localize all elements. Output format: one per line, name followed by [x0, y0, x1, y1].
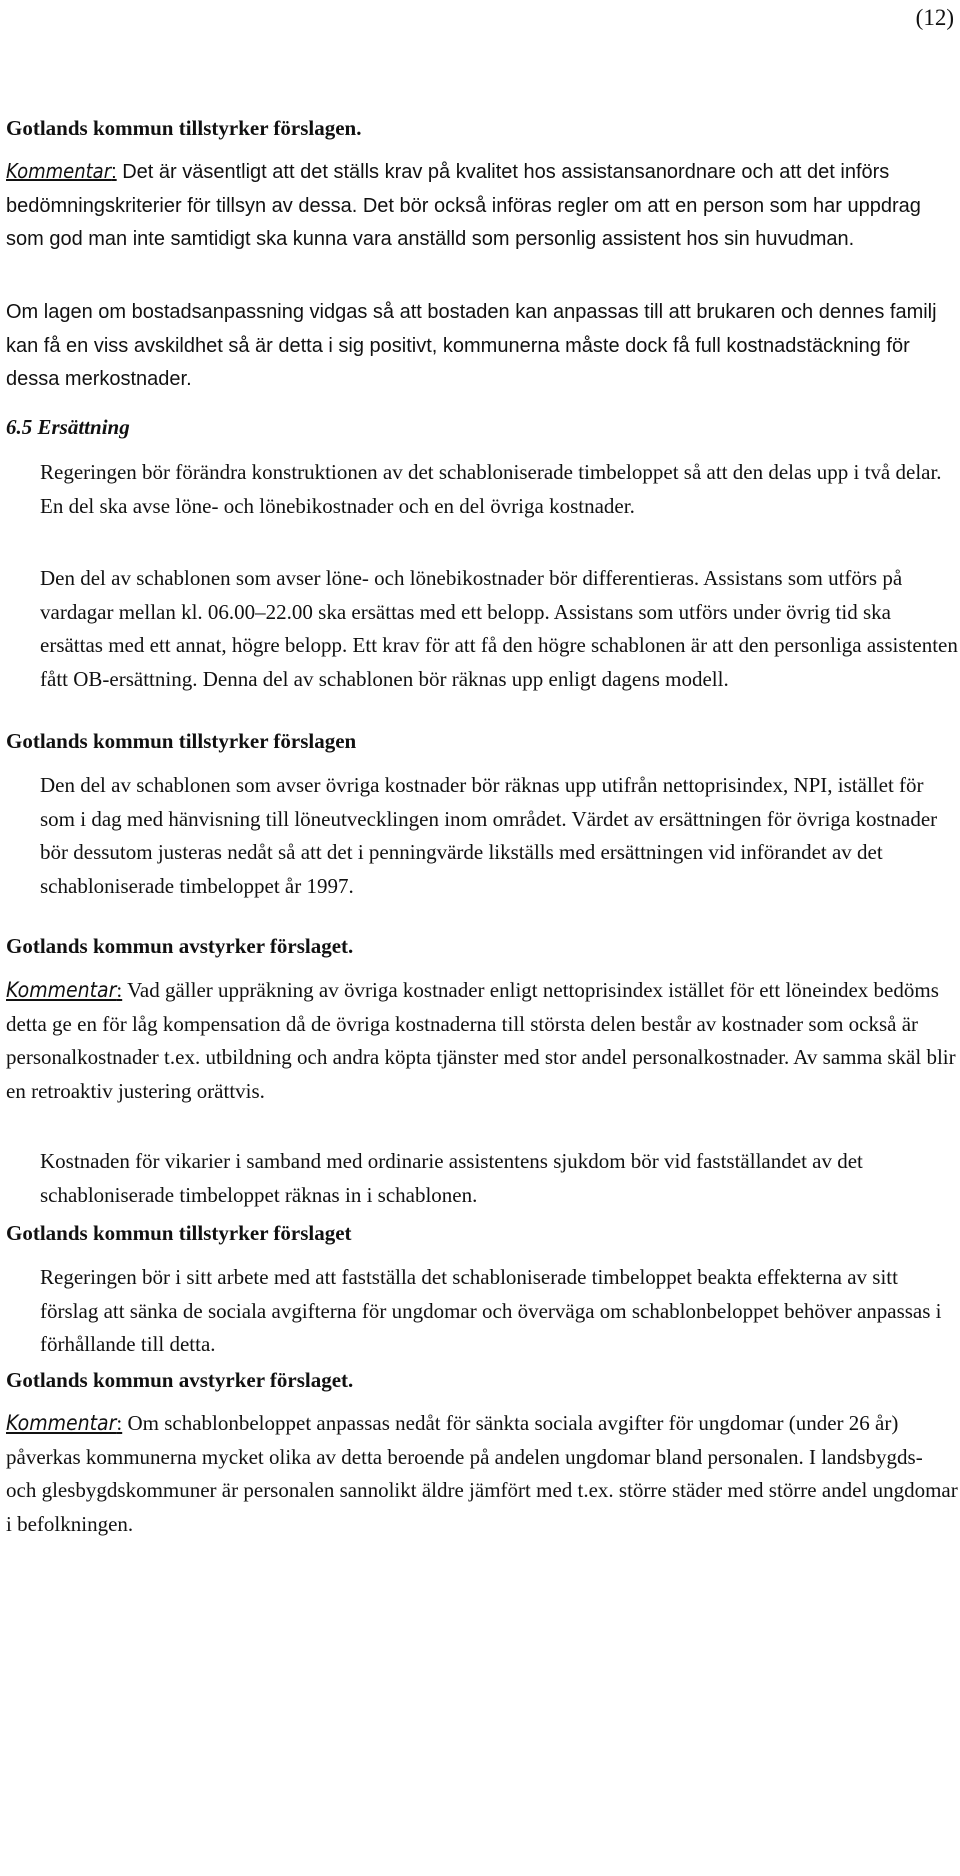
comment-label: Kommentar [6, 159, 112, 183]
body-paragraph-3: Den del av schablonen som avser löne- och lönebikostnader bör differentieras. Assistans som utförs på vardagar mellan kl. 06.00–22.00 ska ersättas med ett belopp. Assistans som utförs under övrig tid ska ersättas med ett annat, högre belopp. Ett krav för att få den högre schablonen är att den personliga assistenten fått OB-ersättning. Denna del av schablonen bör räknas upp enligt dagens modell. [40, 566, 958, 691]
page-number: (12) [915, 5, 954, 30]
position-heading-2: Gotlands kommun tillstyrker förslagen [6, 729, 357, 753]
position-heading-3: Gotlands kommun avstyrker förslaget. [6, 934, 354, 958]
position-heading-4: Gotlands kommun tillstyrker förslaget [6, 1221, 352, 1245]
body-paragraph-4: Den del av schablonen som avser övriga kostnader bör räknas upp utifrån nettoprisindex, NPI, istället för som i dag med hänvisning till löneutvecklingen inom området. Värdet av ersättningen för övriga kostnader bör dessutom justeras nedåt så att det i penningvärde likställs med ersättningen vid införandet av det schabloniserade timbeloppet år 1997. [40, 773, 938, 898]
comment-text: Om schablonbeloppet anpassas nedåt för sänkta sociala avgifter för ungdomar (under 26 år) påverkas kommunerna mycket olika av detta beroende på andelen ungdomar bland personalen. I landsbygds- och glesbygdskommuner är personalen sannolikt äldre jämfört med t.ex. större städer med större andel ungdomar i befolkningen. [6, 1411, 958, 1536]
body-paragraph-5: Kostnaden för vikarier i samband med ordinarie assistentens sjukdom bör vid fastställandet av det schabloniserade timbeloppet räknas in i schablonen. [40, 1149, 863, 1207]
body-paragraph-1: Om lagen om bostadsanpassning vidgas så att bostaden kan anpassas till att brukaren och dennes familj kan få en viss avskildhet så är detta i sig positivt, kommunerna måste dock få full kostnadstäckning för dessa merkostnader. [6, 301, 937, 390]
comment-colon: : [116, 978, 123, 1002]
position-heading-5: Gotlands kommun avstyrker förslaget. [6, 1368, 354, 1392]
comment-paragraph-3 [6, 1407, 958, 1541]
comment-text: Det är väsentligt att det ställs krav på kvalitet hos assistansanordnare och att det införs bedömningskriterier för tillsyn av dessa. Det bör också införas regler om att en person som har uppdrag som god man inte samtidigt ska kunna vara anställd som personlig assistent hos sin huvudman. [6, 161, 921, 250]
comment-colon: : [116, 1411, 123, 1435]
body-paragraph-6: Regeringen bör i sitt arbete med att fastställa det schabloniserade timbeloppet beakta effekterna av sitt förslag att sänka de sociala avgifterna för ungdomar och överväga om schablonbeloppet behöver anpassas i förhållande till detta. [40, 1265, 942, 1356]
body-paragraph-2: Regeringen bör förändra konstruktionen av det schabloniserade timbeloppet så att den delas upp i två delar. En del ska avse löne- och lönebikostnader och en del övriga kostnader. [40, 460, 942, 518]
comment-label: Kommentar [6, 1411, 117, 1435]
comment-paragraph-1 [6, 155, 958, 257]
comment-text: Vad gäller uppräkning av övriga kostnader enligt nettoprisindex istället för ett löneindex bedöms detta ge en för låg kompensation då de övriga kostnaderna till största delen består av kostnader som också är personalkostnader t.ex. utbildning och andra köpta tjänster med stor andel personalkostnader. Av samma skäl blir en retroaktiv justering orättvis. [6, 978, 956, 1103]
comment-colon: : [111, 161, 117, 183]
position-heading-1: Gotlands kommun tillstyrker förslagen. [6, 116, 362, 140]
comment-paragraph-2 [6, 974, 958, 1108]
comment-label: Kommentar [6, 978, 117, 1002]
section-title: 6.5 Ersättning [6, 415, 130, 439]
